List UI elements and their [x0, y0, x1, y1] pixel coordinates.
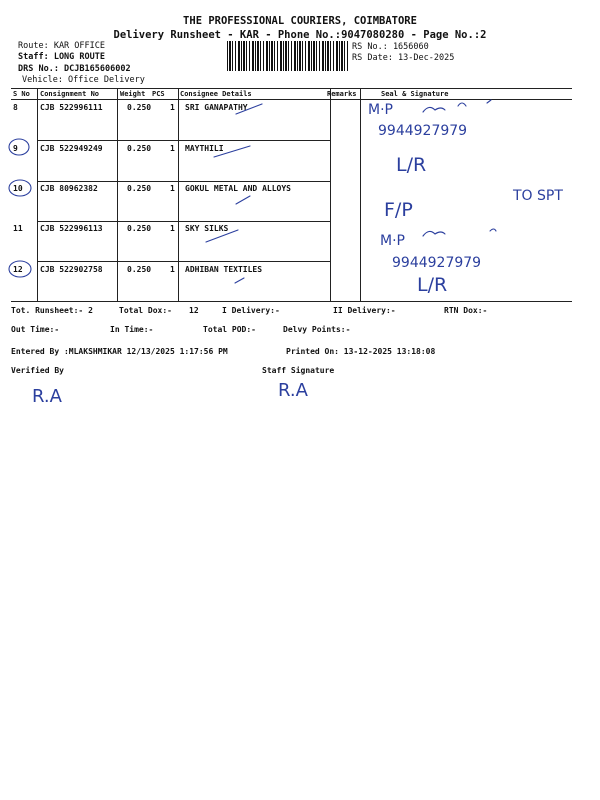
pen-stroke — [423, 229, 496, 236]
row-pcs: 1 — [170, 184, 175, 193]
row-sno: 9 — [13, 144, 18, 153]
row-weight: 0.250 — [127, 265, 152, 274]
route-label: Route: KAR OFFICE — [18, 41, 105, 51]
total-pod: Total POD:- — [203, 325, 256, 334]
handwritten-mark: F/P — [384, 199, 413, 221]
row-pcs: 1 — [170, 265, 175, 274]
entered-by: Entered By :MLAKSHMIKAR 12/13/2025 1:17:56 PM — [11, 347, 228, 356]
col-sno: S No — [13, 90, 30, 98]
row-weight: 0.250 — [127, 103, 152, 112]
row-sno: 11 — [13, 224, 23, 233]
col-consignee: Consignee Details — [180, 90, 252, 98]
handwritten-phone: 9944927979 — [378, 123, 468, 139]
row-sno: 12 — [13, 265, 23, 274]
printed-on: Printed On: 13-12-2025 13:18:08 — [286, 347, 436, 356]
row-consignment: CJB 522902758 — [40, 265, 103, 274]
row-consignee: SRI GANAPATHY — [185, 103, 248, 112]
row-consignment: CJB 522949249 — [40, 144, 103, 153]
row-weight: 0.250 — [127, 224, 152, 233]
staff-signature: R.A — [278, 380, 308, 401]
row-consignee: SKY SILKS — [185, 224, 229, 233]
tick-mark — [235, 278, 244, 283]
runsheet-subtitle: Delivery Runsheet - KAR - Phone No.:9047080280 - Page No.:2 — [113, 29, 487, 41]
staff-signature-label: Staff Signature — [262, 366, 335, 375]
col-weight: Weight — [120, 90, 146, 98]
drs-number: DRS No.: DCJB165606002 — [18, 64, 131, 74]
handwritten-note: TO SPT — [513, 188, 563, 204]
row-weight: 0.250 — [127, 184, 152, 193]
staff-label: Staff: LONG ROUTE — [18, 52, 105, 62]
ii-delivery: II Delivery:- — [333, 306, 396, 315]
handwritten-phone: 9944927979 — [392, 255, 482, 271]
verified-by: Verified By — [11, 366, 64, 375]
col-seal-signature: Seal & Signature — [381, 90, 449, 98]
row-weight: 0.250 — [127, 144, 152, 153]
row-sno: 10 — [13, 184, 23, 193]
company-title: THE PROFESSIONAL COURIERS, COIMBATORE — [183, 15, 417, 27]
row-pcs: 1 — [170, 103, 175, 112]
row-consignee: MAYTHILI — [185, 144, 224, 153]
row-consignment: CJB 522996113 — [40, 224, 103, 233]
row-sno: 8 — [13, 103, 18, 112]
row-consignment: CJB 522996111 — [40, 103, 103, 112]
handwritten-name: M·P — [380, 233, 405, 249]
row-consignment: CJB 80962382 — [40, 184, 98, 193]
vehicle-label: Vehicle: Office Delivery — [22, 75, 145, 85]
handwritten-mark: L/R — [417, 274, 448, 296]
total-dox-value: 12 — [189, 306, 199, 315]
i-delivery: I Delivery:- — [222, 306, 280, 315]
col-remarks: Remarks — [327, 90, 357, 98]
out-time: Out Time:- — [11, 325, 60, 334]
tot-runsheet: Tot. Runsheet:- 2 — [11, 306, 93, 315]
row-consignee: GOKUL METAL AND ALLOYS — [185, 184, 291, 193]
rtn-dox: RTN Dox:- — [444, 306, 488, 315]
tick-mark — [236, 196, 250, 204]
col-consignment: Consignment No — [40, 90, 100, 98]
rs-date: RS Date: 13-Dec-2025 — [352, 53, 455, 63]
pen-stroke — [423, 100, 491, 112]
circle-mark — [9, 139, 29, 155]
row-pcs: 1 — [170, 144, 175, 153]
total-dox-label: Total Dox:- — [119, 306, 172, 315]
row-consignee: ADHIBAN TEXTILES — [185, 265, 263, 274]
rs-number: RS No.: 1656060 — [352, 42, 429, 52]
verified-signature: R.A — [32, 386, 62, 407]
delvy-points: Delvy Points:- — [283, 325, 351, 334]
handwritten-mark: L/R — [396, 154, 427, 176]
in-time: In Time:- — [110, 325, 154, 334]
row-pcs: 1 — [170, 224, 175, 233]
col-pcs: PCS — [152, 90, 165, 98]
barcode — [227, 41, 349, 71]
handwritten-name: M·P — [368, 102, 393, 118]
